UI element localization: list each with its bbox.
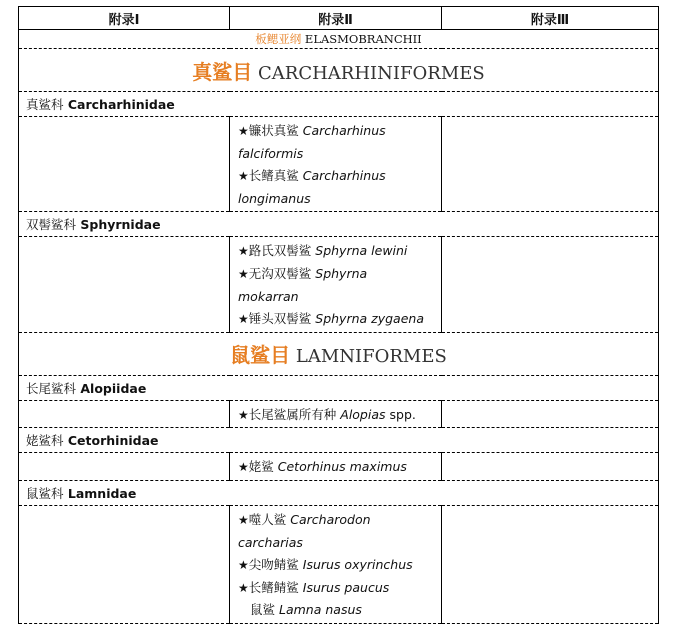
species-line	[238, 456, 433, 479]
species-name-lat: Alopias	[340, 406, 386, 422]
appendix-3-cell	[442, 237, 659, 332]
family-name-lat: Sphyrnidae	[80, 217, 161, 233]
species-name-lat: longimanus	[238, 190, 311, 206]
order-name-lat: LAMNIFORMES	[295, 346, 447, 368]
species-line	[238, 404, 433, 427]
appendix-2-cell	[230, 453, 442, 481]
family-row	[19, 212, 659, 237]
species-name-cn: 噬人鲨	[248, 511, 287, 527]
appendix-3-cell	[442, 505, 659, 623]
species-name-cn: 路氏双髻鲨	[248, 243, 312, 259]
appendix-2-cell	[230, 117, 442, 212]
subclass-name-cn: 板鳃亚纲	[255, 32, 302, 46]
species-name-lat: Carcharodon	[290, 511, 371, 527]
species-row	[19, 237, 659, 332]
species-line	[238, 577, 433, 600]
family-row	[19, 375, 659, 400]
order-name-cn: 鼠鲨目	[230, 343, 291, 368]
star-icon: ★	[238, 407, 249, 422]
species-line	[238, 599, 433, 622]
species-row	[19, 117, 659, 212]
order-row	[19, 49, 659, 92]
appendix-2-cell	[230, 400, 442, 428]
family-name-cn: 真鲨科	[26, 97, 64, 112]
species-line	[238, 286, 433, 309]
family-name-lat: Cetorhinidae	[67, 433, 159, 449]
subclass-cell	[19, 30, 659, 49]
family-cell	[19, 212, 659, 237]
star-icon: ★	[238, 512, 249, 527]
species-name-lat: Isurus oxyrinchus	[302, 557, 413, 573]
order-name-lat: CARCHARHINIFORMES	[258, 62, 485, 84]
species-name-cn: 镰状真鲨	[248, 123, 299, 138]
species-name-lat: Sphyrna	[315, 265, 368, 281]
species-line	[238, 554, 433, 577]
species-name-cn: 鼠鲨	[250, 602, 276, 618]
species-name-suffix: spp.	[389, 406, 416, 422]
family-cell	[19, 375, 659, 400]
species-name-lat: Carcharhinus	[302, 168, 386, 184]
family-name-cn: 鼠鲨科	[26, 485, 64, 501]
species-name-lat: mokarran	[238, 288, 299, 304]
family-name-cn: 长尾鲨科	[26, 380, 77, 396]
header-row	[19, 7, 659, 30]
species-row	[19, 400, 659, 428]
header-appendix-2: 附录Ⅱ	[230, 7, 442, 30]
species-line	[238, 532, 433, 555]
star-icon: ★	[238, 580, 249, 595]
star-icon: ★	[238, 312, 249, 327]
species-name-cn: 无沟双髻鲨	[248, 265, 312, 281]
species-name-lat: Lamna nasus	[279, 602, 362, 618]
header-appendix-1: 附录Ⅰ	[19, 7, 230, 30]
cites-appendix-document	[18, 6, 658, 624]
order-cell	[19, 332, 659, 375]
species-line	[238, 308, 433, 331]
species-line	[238, 240, 433, 263]
species-line	[238, 263, 433, 286]
appendix-3-cell	[442, 117, 659, 212]
subclass-name-lat: ELASMOBRANCHII	[304, 32, 422, 46]
family-row	[19, 428, 659, 453]
appendix-2-cell	[230, 237, 442, 332]
order-cell	[19, 49, 659, 92]
species-name-lat: Sphyrna zygaena	[315, 311, 424, 327]
family-name-lat: Alopiidae	[80, 380, 147, 396]
species-name-lat: Carcharhinus	[302, 123, 386, 138]
species-line	[238, 120, 433, 143]
species-name-lat: carcharias	[238, 534, 303, 550]
family-cell	[19, 428, 659, 453]
species-name-cn: 姥鲨	[248, 459, 274, 475]
subclass-row	[19, 30, 659, 49]
species-name-lat: falciformis	[238, 145, 304, 161]
appendix-1-cell	[19, 237, 230, 332]
species-name-cn: 长鳍鲭鲨	[248, 579, 299, 595]
star-icon: ★	[238, 558, 249, 573]
species-line	[238, 165, 433, 188]
appendix-1-cell	[19, 453, 230, 481]
order-name-cn: 真鲨目	[192, 59, 253, 84]
family-row	[19, 480, 659, 505]
species-name-lat: Isurus paucus	[302, 579, 390, 595]
star-icon: ★	[238, 244, 249, 259]
star-icon: ★	[238, 460, 249, 475]
star-icon: ★	[238, 124, 249, 138]
appendix-3-cell	[442, 400, 659, 428]
appendix-1-cell	[19, 117, 230, 212]
header-appendix-3: 附录Ⅲ	[442, 7, 659, 30]
star-icon: ★	[238, 266, 249, 281]
family-row	[19, 92, 659, 117]
appendix-3-cell	[442, 453, 659, 481]
species-row	[19, 505, 659, 623]
species-row	[19, 453, 659, 481]
family-name-cn: 双髻鲨科	[26, 217, 77, 233]
species-name-cn: 长鳍真鲨	[248, 168, 299, 184]
species-name-cn: 尖吻鲭鲨	[248, 557, 299, 573]
species-name-lat: Cetorhinus maximus	[277, 459, 407, 475]
appendix-table	[18, 6, 659, 624]
star-icon: ★	[238, 169, 249, 184]
family-cell	[19, 92, 659, 117]
species-line	[238, 143, 433, 166]
family-name-cn: 姥鲨科	[26, 433, 64, 449]
order-row	[19, 332, 659, 375]
appendix-1-cell	[19, 505, 230, 623]
family-cell	[19, 480, 659, 505]
family-name-lat: Carcharhinidae	[67, 97, 175, 112]
species-name-cn: 长尾鲨属所有种	[248, 406, 337, 422]
species-line	[238, 188, 433, 211]
species-name-cn: 锤头双髻鲨	[248, 311, 312, 327]
family-name-lat: Lamnidae	[67, 485, 137, 501]
species-name-lat: Sphyrna lewini	[315, 243, 408, 259]
appendix-1-cell	[19, 400, 230, 428]
species-line	[238, 509, 433, 532]
appendix-2-cell	[230, 505, 442, 623]
